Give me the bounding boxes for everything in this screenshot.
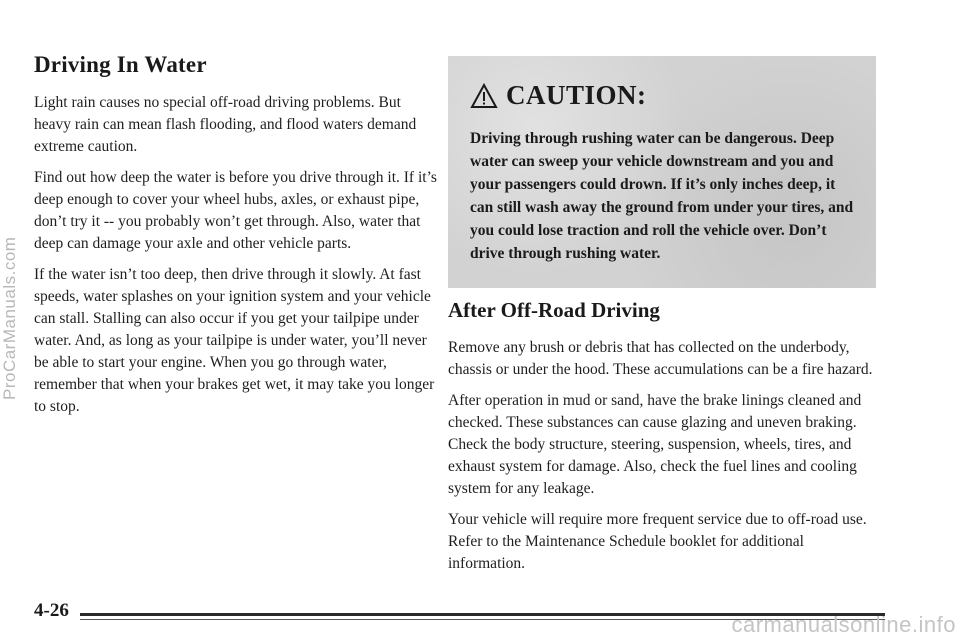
left-column — [34, 52, 439, 427]
caution-box — [448, 56, 876, 288]
driving-in-water-paragraph-3: If the water isn’t too deep, then drive through it slowly. At fast speeds, water splashes on your ignition system and your vehicle can stall. Stalling can also occur if you get your tailpipe under water. And, as long as your tailpipe is under water, you’ll never be able to start your engine. When you go through water, remember that when your brakes get wet, it may take you longer to stop. — [34, 266, 435, 415]
driving-in-water-title: Driving In Water — [34, 52, 207, 77]
after-off-road-paragraph-3: Your vehicle will require more frequent service due to off-road use. Refer to the Maintenance Schedule booklet for additional information. — [448, 511, 867, 572]
warning-triangle-icon — [470, 83, 498, 109]
caution-title: CAUTION: — [506, 80, 647, 110]
page-number: 4-26 — [34, 600, 69, 621]
after-off-road-title: After Off-Road Driving — [448, 298, 660, 322]
watermark-bottom: carmanualsonline.info — [731, 612, 956, 637]
after-off-road-section — [448, 298, 873, 584]
caution-header — [470, 80, 854, 111]
caution-text: Driving through rushing water can be dangerous. Deep water can sweep your vehicle downstream and you and your passengers could drown. If it’s only inches deep, it can still wash away the ground from under your tires, and you could lose traction and roll the vehicle over. Don’t drive through rushing water. — [470, 130, 854, 262]
driving-in-water-paragraph-2: Find out how deep the water is before you drive through it. If it’s deep enough to cover your wheel hubs, axles, or exhaust pipe, don’t try it -- you probably won’t get through. Also, water that deep can damage your axle and other vehicle parts. — [34, 169, 437, 252]
driving-in-water-paragraph-1: Light rain causes no special off-road driving problems. But heavy rain can mean flash flooding, and flood waters demand extreme caution. — [34, 94, 417, 155]
watermark-left: ProCarManuals.com — [0, 236, 19, 400]
after-off-road-paragraph-1: Remove any brush or debris that has collected on the underbody, chassis or under the hood. These accumulations can be a fire hazard. — [448, 339, 873, 378]
after-off-road-paragraph-2: After operation in mud or sand, have the brake linings cleaned and checked. These substances can cause glazing and uneven braking. Check the body structure, steering, suspension, wheels, tires, and exhaust system for damage. Also, check the fuel lines and cooling system for any leakage. — [448, 392, 862, 497]
